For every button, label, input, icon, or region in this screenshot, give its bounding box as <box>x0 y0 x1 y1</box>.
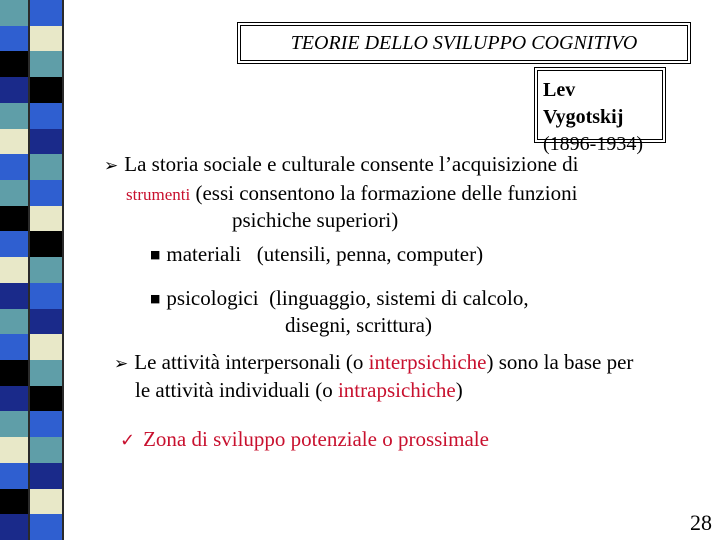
subbullet-psicologici <box>150 285 529 312</box>
stripe-block <box>30 334 62 360</box>
keyword-interpsichiche: interpsichiche <box>368 350 487 374</box>
bullet-2-line-2-part-1: le attività individuali (o <box>135 378 338 402</box>
check-item-text: Zona di sviluppo potenziale o prossimale <box>143 427 489 451</box>
stripe-block <box>0 334 28 360</box>
stripe-block <box>30 514 62 540</box>
author-years: (1896-1934) <box>543 133 643 155</box>
stripe-block <box>30 154 62 180</box>
arrow-bullet-icon: ➢ <box>114 354 129 374</box>
bullet-1 <box>104 151 578 179</box>
keyword-strumenti: strumenti <box>126 185 191 204</box>
decorative-stripe-left <box>0 0 30 540</box>
author-name: Lev Vygotskij <box>543 79 624 128</box>
stripe-block <box>0 129 28 155</box>
stripe-block <box>0 231 28 257</box>
stripe-block <box>30 206 62 232</box>
stripe-block <box>0 283 28 309</box>
stripe-block <box>0 309 28 335</box>
subbullet-materiali <box>150 241 483 268</box>
stripe-block <box>0 386 28 412</box>
subbullet-psicologici-label: psicologici <box>166 286 259 310</box>
stripe-block <box>30 489 62 515</box>
stripe-block <box>0 489 28 515</box>
bullet-2 <box>114 349 633 377</box>
stripe-block <box>0 463 28 489</box>
stripe-block <box>0 180 28 206</box>
stripe-block <box>30 411 62 437</box>
stripe-block <box>30 103 62 129</box>
bullet-2-line-2-part-2: ) <box>455 378 463 402</box>
stripe-block <box>0 0 28 26</box>
stripe-block <box>30 257 62 283</box>
bullet-2-line-2 <box>135 377 463 403</box>
stripe-block <box>0 360 28 386</box>
stripe-block <box>0 411 28 437</box>
subbullet-materiali-label: materiali <box>166 242 242 266</box>
stripe-block <box>30 386 62 412</box>
stripe-block <box>30 77 62 103</box>
stripe-block <box>30 51 62 77</box>
bullet-1-text: La storia sociale e culturale consente l’acquisizione di <box>124 152 579 176</box>
stripe-block <box>30 309 62 335</box>
page-number: 28 <box>690 510 712 535</box>
slide-title-text: TEORIE DELLO SVILUPPO COGNITIVO <box>290 31 638 54</box>
stripe-block <box>30 360 62 386</box>
bullet-2-part-1: Le attività interpersonali (o <box>134 350 369 374</box>
stripe-block <box>0 103 28 129</box>
slide-title <box>240 25 688 61</box>
square-bullet-icon: ■ <box>150 248 161 261</box>
subbullet-psicologici-detail-2: disegni, scrittura) <box>285 313 432 337</box>
bullet-1-explanation-2: psichiche superiori) <box>232 208 399 232</box>
square-bullet-icon: ■ <box>150 292 161 305</box>
check-item <box>120 426 489 454</box>
stripe-block <box>0 154 28 180</box>
bullet-2-part-2: ) sono la base per <box>486 350 634 374</box>
arrow-bullet-icon: ➢ <box>104 156 119 176</box>
stripe-block <box>30 463 62 489</box>
stripe-block <box>0 26 28 52</box>
decorative-stripe-right <box>30 0 64 540</box>
stripe-block <box>0 257 28 283</box>
author-box <box>537 70 663 155</box>
stripe-block <box>30 0 62 26</box>
subbullet-psicologici-detail-1: (linguaggio, sistemi di calcolo, <box>269 286 529 310</box>
stripe-block <box>30 283 62 309</box>
stripe-block <box>0 206 28 232</box>
keyword-intrapsichiche: intrapsichiche <box>337 378 456 402</box>
check-icon: ✓ <box>120 430 136 451</box>
stripe-block <box>30 437 62 463</box>
stripe-block <box>0 437 28 463</box>
stripe-block <box>30 26 62 52</box>
stripe-block <box>0 514 28 540</box>
bullet-1-explanation-1: (essi consentono la formazione delle funzioni <box>195 181 578 205</box>
bullet-1-line-2 <box>126 180 577 208</box>
stripe-block <box>0 77 28 103</box>
stripe-block <box>30 129 62 155</box>
stripe-block <box>30 180 62 206</box>
stripe-block <box>30 231 62 257</box>
subbullet-materiali-detail: (utensili, penna, computer) <box>256 242 484 266</box>
stripe-block <box>0 51 28 77</box>
